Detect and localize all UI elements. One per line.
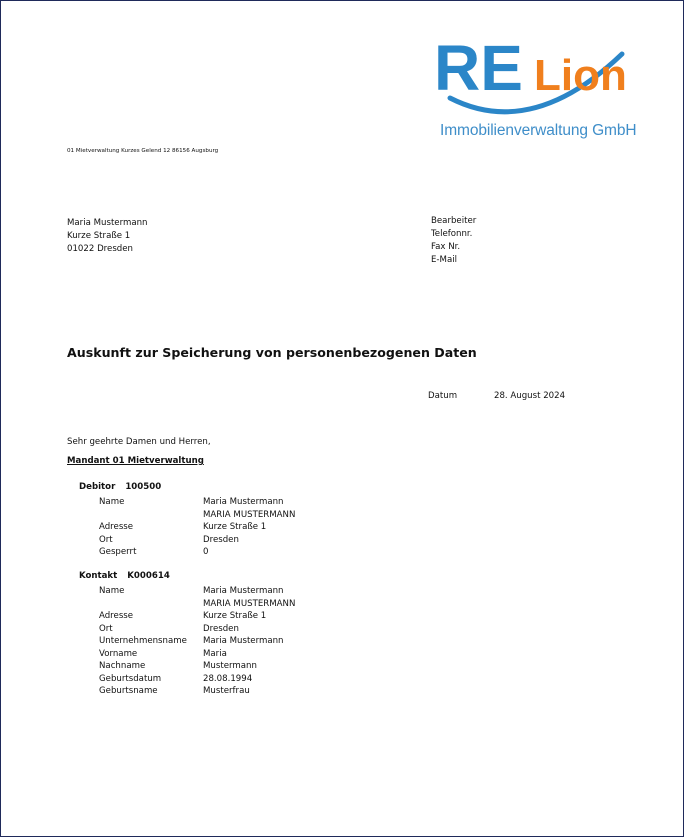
logo-re-text: RE [434,32,523,104]
contact-label-email: E-Mail [431,255,457,265]
row-label: Geburtsname [99,686,158,696]
date-value: 28. August 2024 [494,391,566,401]
kontakt-id: K000614 [127,571,170,581]
row-label: Name [99,497,125,507]
date-label: Datum [428,391,458,401]
row-label: Gesperrt [99,547,137,557]
contact-label-fax: Fax Nr. [431,242,461,252]
row-label: Nachname [99,661,146,671]
sender-line: 01 Mietverwaltung Kurzes Gelend 12 86156 Augsburg [67,148,219,154]
company-logo [432,28,662,143]
greeting: Sehr geehrte Damen und Herren, [67,437,211,447]
row-value: MARIA MUSTERMANN [203,509,296,520]
table-row [99,686,419,699]
table-row [99,624,419,637]
table-row [99,649,419,662]
row-value: Maria Mustermann [203,586,284,596]
contact-info-block [431,215,476,267]
recipient-name: Maria Mustermann [67,218,148,228]
debitor-label: Debitor [79,482,116,492]
row-value: Dresden [203,534,239,545]
debitor-id: 100500 [125,482,162,492]
row-value: 28.08.1994 [203,673,253,684]
row-label: Geburtsdatum [99,673,162,684]
recipient-street: Kurze Straße 1 [67,231,131,241]
table-row [99,636,419,649]
kontakt-table [99,586,419,699]
table-row [99,586,419,599]
logo-graphic [432,28,662,123]
mandant-heading: Mandant 01 Mietverwaltung [67,456,204,466]
row-label: Adresse [99,522,134,532]
debitor-table [99,497,419,560]
logo-subtitle: Immobilienverwaltung GmbH [440,122,637,139]
table-row [99,674,419,687]
row-label: Vorname [99,648,138,659]
row-label: Ort [99,623,113,634]
row-value: Maria Mustermann [203,636,284,646]
kontakt-label: Kontakt [79,571,118,581]
row-value: Maria Mustermann [203,497,284,507]
table-row [99,611,419,624]
row-value: MARIA MUSTERMANN [203,598,296,609]
row-value: Musterfrau [203,686,250,696]
table-row [99,599,419,612]
table-row [99,497,419,510]
row-value: Kurze Straße 1 [203,611,267,621]
table-row [99,661,419,674]
row-value: 0 [203,547,209,557]
row-value: Kurze Straße 1 [203,522,267,532]
row-value: Maria [203,648,227,659]
row-label: Adresse [99,611,134,621]
contact-label-telefon: Telefonnr. [431,229,473,239]
logo-lion-text: Lion [534,51,627,100]
row-label: Name [99,586,125,596]
letter-subject: Auskunft zur Speicherung von personenbezogenen Daten [67,345,477,360]
contact-label-bearbeiter: Bearbeiter [431,216,477,226]
table-row [99,510,419,523]
table-row [99,535,419,548]
kontakt-heading [79,571,170,581]
recipient-city: 01022 Dresden [67,244,133,254]
row-label: Unternehmensname [99,636,187,646]
debitor-heading [79,482,161,492]
row-label: Ort [99,534,113,545]
table-row [99,547,419,560]
row-value: Mustermann [203,661,257,671]
recipient-address [67,217,148,256]
table-row [99,522,419,535]
row-value: Dresden [203,623,239,634]
